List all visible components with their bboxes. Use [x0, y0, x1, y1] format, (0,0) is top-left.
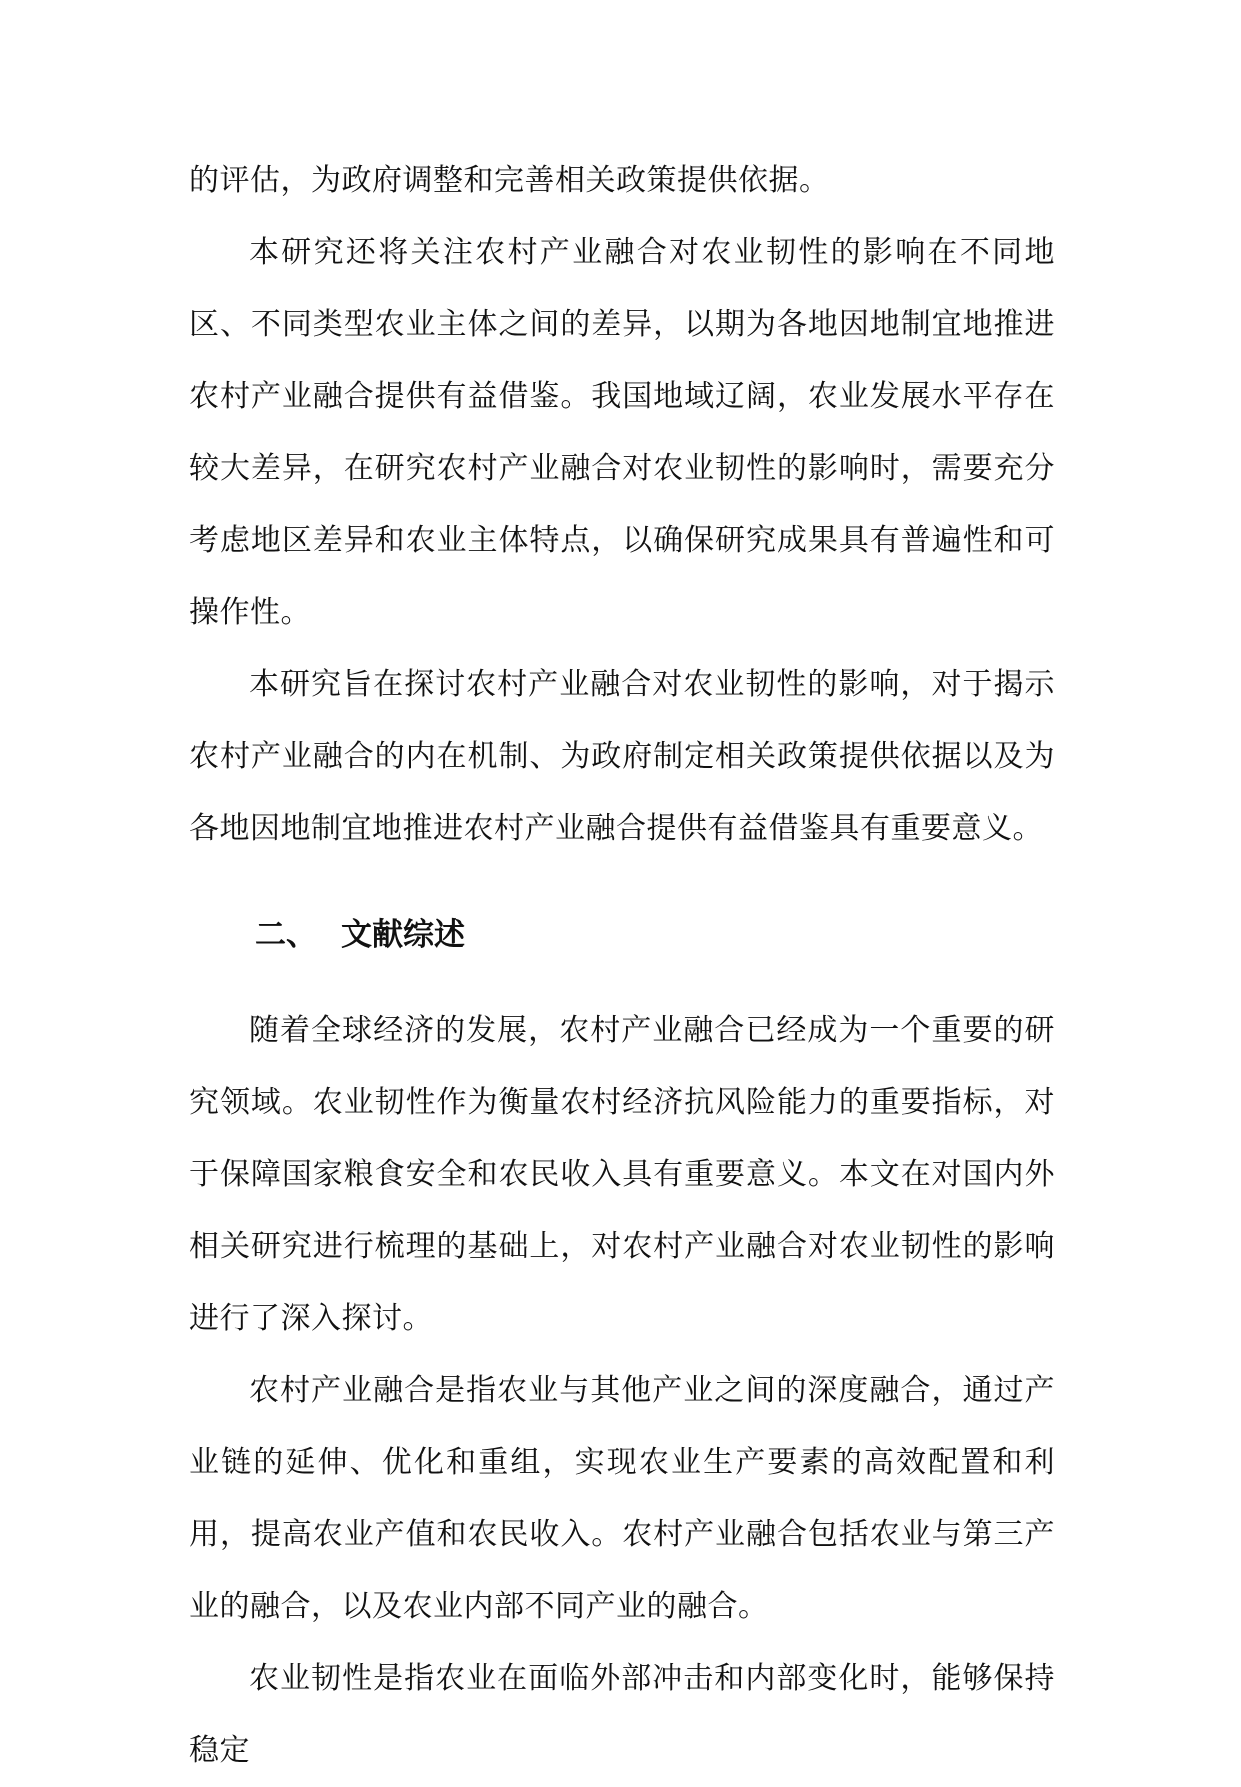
section-heading [189, 899, 1055, 971]
body-paragraph: 随着全球经济的发展，农村产业融合已经成为一个重要的研究领域。农业韧性作为衡量农村经济抗风险能力的重要指标，对于保障国家粮食安全和农民收入具有重要意义。本文在对国内外相关研究进行梳理的基础上，对农村产业融合对农业韧性的影响进行了深入探讨。 [189, 1013, 1055, 1336]
body-paragraph: 农业韧性是指农业在面临外部冲击和内部变化时，能够保持稳定 [189, 1661, 1055, 1768]
body-paragraph: 农村产业融合是指农业与其他产业之间的深度融合，通过产业链的延伸、优化和重组，实现农业生产要素的高效配置和利用，提高农业产值和农民收入。农村产业融合包括农业与第三产业的融合，以及农业内部不同产业的融合。 [189, 1373, 1055, 1624]
body-paragraph: 本研究还将关注农村产业融合对农业韧性的影响在不同地区、不同类型农业主体之间的差异，以期为各地因地制宜地推进农村产业融合提供有益借鉴。我国地域辽阔，农业发展水平存在较大差异，在研究农村产业融合对农业韧性的影响时，需要充分考虑地区差异和农业主体特点，以确保研究成果具有普遍性和可操作性。 [189, 235, 1055, 630]
body-paragraph: 本研究旨在探讨农村产业融合对农业韧性的影响，对于揭示农村产业融合的内在机制、为政府制定相关政策提供依据以及为各地因地制宜地推进农村产业融合提供有益借鉴具有重要意义。 [189, 667, 1055, 846]
document-body [189, 145, 1055, 1787]
body-paragraph: 的评估，为政府调整和完善相关政策提供依据。 [189, 163, 830, 198]
section-title: 文献综述 [341, 917, 465, 953]
section-number: 二、 [255, 917, 317, 953]
